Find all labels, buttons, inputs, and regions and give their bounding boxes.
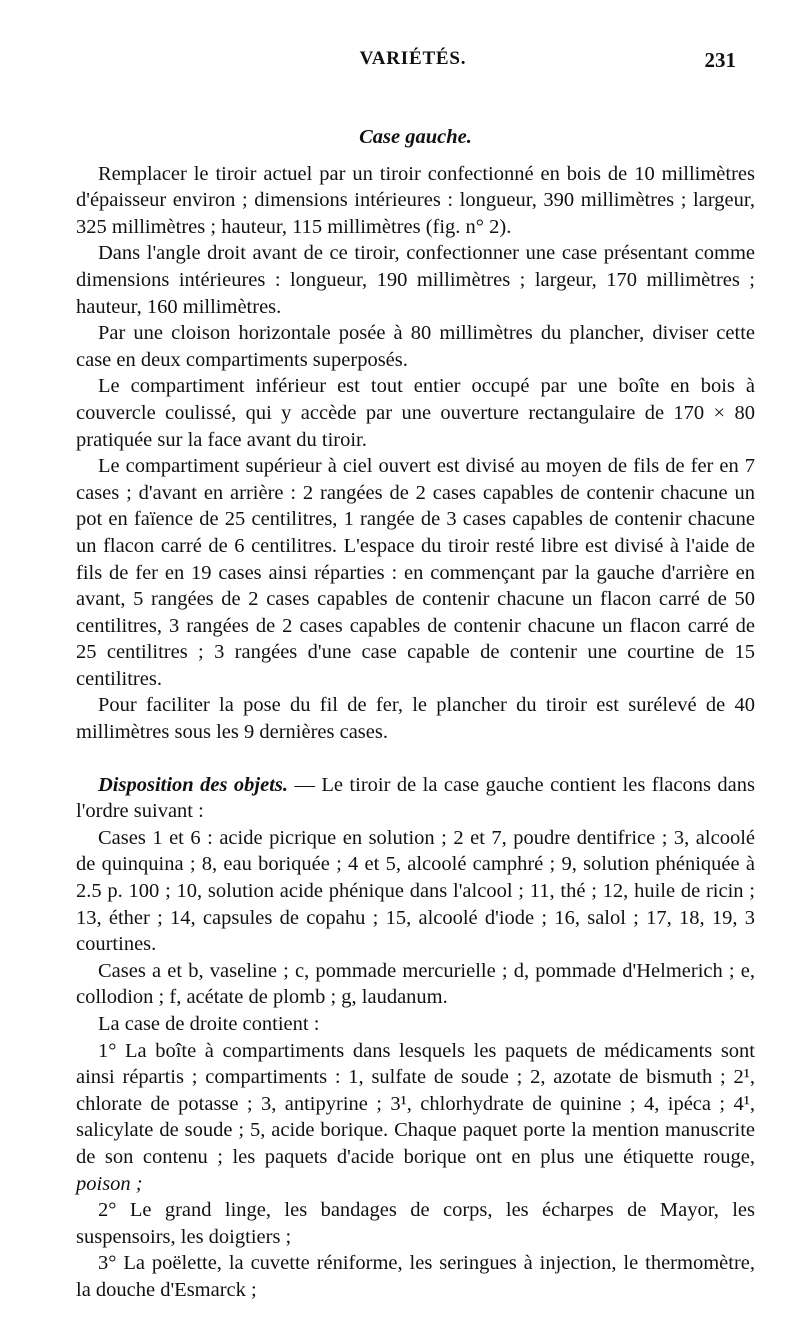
section-title: Case gauche.	[359, 126, 472, 148]
paragraph: La case de droite contient :	[98, 1013, 320, 1035]
paragraph-disposition	[76, 772, 755, 825]
paragraph: Dans l'angle droit avant de ce tiroir, confectionner une case présentant comme dimensions intérieures : longueur, 190 millimètres ; largeur, 170 millimètres ; hauteur, 160 millimètres.	[76, 242, 755, 318]
paragraph-text: 1° La boîte à compartiments dans lesquels les paquets de médicaments sont ainsi répartis ; compartiments : 1, sulfate de soude ; 2, azotate de bismuth ; 2¹, chlorate de potasse ; 3, antipyrine ; 3¹, chlorhydrate de quinine ; 4, ipéca ; 4¹, salicylate de soude ; 5, acide borique. Chaque paquet porte la mention manuscrite de son contenu ; les paquets d'acide borique ont en plus une étiquette rouge,	[76, 1039, 755, 1168]
running-head: VARIÉTÉS.	[359, 48, 467, 69]
paragraph-emphasis: poison ;	[76, 1172, 143, 1195]
paragraph: Cases 1 et 6 : acide picrique en solution ; 2 et 7, poudre dentifrice ; 3, alcoolé de quinquina ; 8, eau boriquée ; 4 et 5, alcoolé camphré ; 9, solution phéniquée à 2.5 p. 100 ; 10, solution acide phénique dans l'alcool ; 11, thé ; 12, huile de ricin ; 13, éther ; 14, capsules de copahu ; 15, alcoolé d'iode ; 16, salol ; 17, 18, 19, 3 courtines.	[76, 826, 755, 956]
paragraph: 3° La poëlette, la cuvette réniforme, les seringues à injection, le thermomètre, la douche d'Esmarck ;	[76, 1252, 755, 1301]
paragraph: Le compartiment supérieur à ciel ouvert est divisé au moyen de fils de fer en 7 cases ; d'avant en arrière : 2 rangées de 2 cases capables de contenir chacune un pot en faïence de 25 centilitres, 1 rangée de 3 cases capables de contenir chacune un flacon carré de 6 centilitres. L'espace du tiroir resté libre est divisé à l'aide de fils de fer en 19 cases ainsi réparties : en commençant par la gauche d'arrière en avant, 5 rangées de 2 cases capables de contenir chacune un flacon carré de 50 centilitres, 3 rangées de 2 cases capables de contenir chacune un flacon carré de 25 centilitres ; 3 rangées d'une case capable de contenir une courtine de 15 centilitres.	[76, 455, 755, 690]
paragraph-lead-in: Disposition des objets.	[98, 773, 288, 796]
page-header	[76, 48, 750, 76]
document-body	[76, 124, 755, 1304]
paragraph: Remplacer le tiroir actuel par un tiroir confectionné en bois de 10 millimètres d'épaisseur environ ; dimensions intérieures : longueur, 390 millimètres ; largeur, 325 millimètres ; hauteur, 115 millimètres (fig. n° 2).	[76, 162, 755, 238]
paragraph: Le compartiment inférieur est tout entier occupé par une boîte en bois à couvercle coulissé, qui y accède par une ouverture rectangulaire de 170 × 80 pratiquée sur la face avant du tiroir.	[76, 375, 755, 451]
paragraph: Par une cloison horizontale posée à 80 millimètres du plancher, diviser cette case en deux compartiments superposés.	[76, 322, 755, 371]
paragraph: Cases a et b, vaseline ; c, pommade mercurielle ; d, pommade d'Helmerich ; e, collodion ; f, acétate de plomb ; g, laudanum.	[76, 959, 755, 1009]
paragraph: 2° Le grand linge, les bandages de corps, les écharpes de Mayor, les suspensoirs, les doigtiers ;	[76, 1199, 755, 1248]
paragraph: Pour faciliter la pose du fil de fer, le plancher du tiroir est surélevé de 40 millimètres sous les 9 dernières cases.	[76, 694, 755, 744]
paragraph-text: — Le tiroir de la case gauche contient les flacons dans l'ordre suivant :	[76, 773, 755, 823]
paragraph	[76, 1038, 755, 1198]
page-number: 231	[704, 48, 736, 72]
